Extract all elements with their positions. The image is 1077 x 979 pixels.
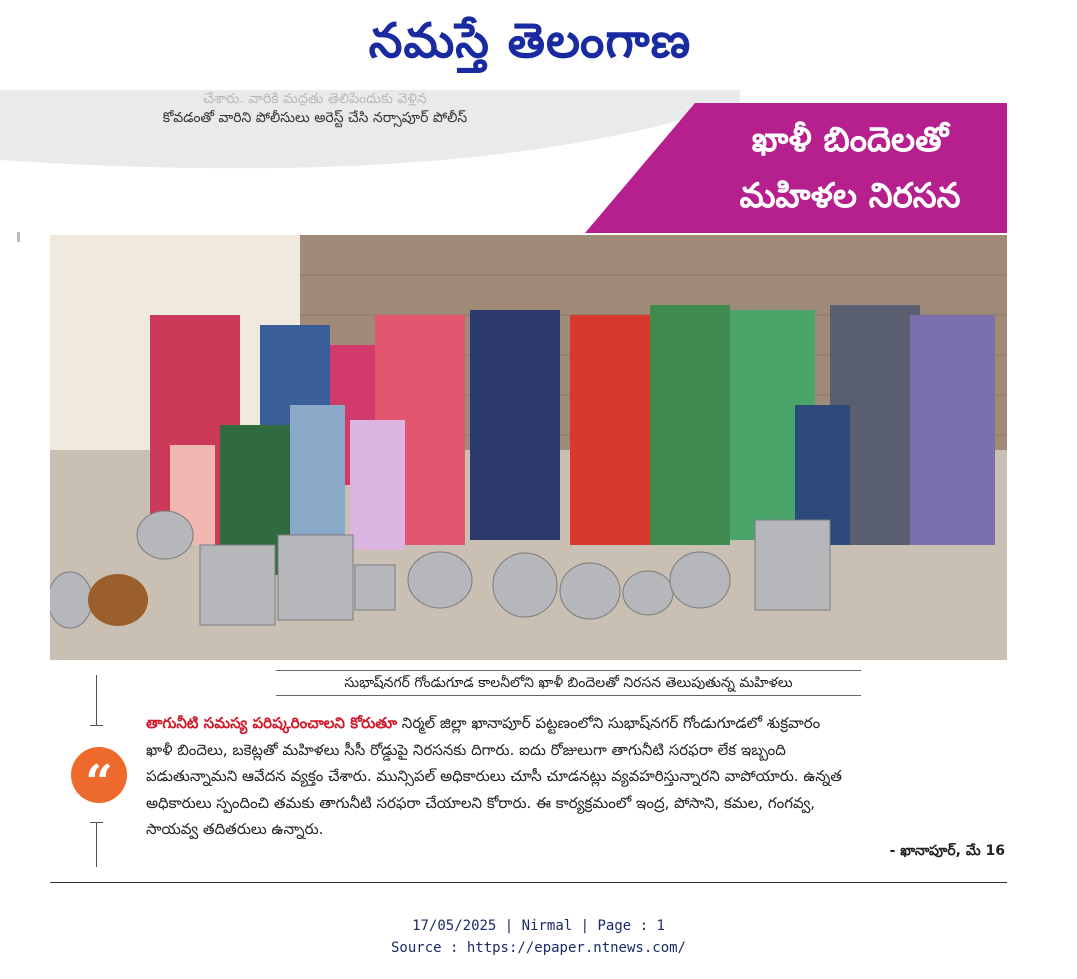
snippet-line-1: చేశారు. వారికి మద్దతు తెలిపేందుకు వెళ్లిన (203, 92, 427, 106)
news-photo (50, 235, 1007, 660)
quote-rule-bottom (96, 822, 97, 867)
article-snippet (85, 92, 545, 130)
dateline: - ఖానాపూర్, మే 16 (889, 843, 1005, 859)
headline-line-1: ఖాళీ బిందెలతో (751, 120, 949, 160)
headline (700, 112, 1000, 224)
footer-meta: 17/05/2025 | Nirmal | Page : 1 (412, 918, 665, 934)
snippet-line-2: కోవడంతో వారిని పోలీసులు అరెస్ట్ చేసి నర్సాపూర్ పోలీస్ (162, 110, 468, 126)
quote-rule-top-tick (90, 725, 103, 726)
article-body (146, 710, 1006, 843)
article-line-3: పడుతున్నామని ఆవేదన వ్యక్తం చేశారు. మున్సిపల్ అధికారులు చూసీ చూడనట్లు వ్యవహరిస్తున్నారని వాపోయారు. ఉన్నత (146, 767, 842, 785)
footer-source: Source : https://epaper.ntnews.com/ (390, 940, 686, 956)
photo-caption: సుభాష్‌నగర్ గోండుగూడ కాలనీలోని ఖాళీ బిందెలతో నిరసన తెలుపుతున్న మహిళలు (276, 670, 861, 696)
article-line-1-text: నిర్మల్ జిల్లా ఖానాపూర్ పట్టణంలోని సుభాష్‌నగర్ గోండుగూడలో శుక్రవారం (396, 714, 821, 732)
article-line-1 (146, 710, 1006, 737)
article-lead: తాగునీటి సమస్య పరిష్కరించాలని కోరుతూ (146, 714, 397, 732)
masthead-title: నమస్తే తెలంగాణ (368, 13, 692, 69)
headline-line-2: మహిళల నిరసన (739, 176, 961, 216)
quote-icon: “ (71, 747, 127, 803)
crop-mark (17, 232, 20, 242)
quote-rule-top (96, 675, 97, 725)
bottom-rule (50, 882, 1007, 883)
article-line-4: అధికారులు స్పందించి తమకు తాగునీటి సరఫరా చేయాలని కోరారు. ఈ కార్యక్రమంలో ఇంద్ర, పోసాని, కమల, గంగవ్వ, (146, 793, 816, 812)
article-line-5: సాయవ్వ తదితరులు ఉన్నారు. (146, 820, 324, 838)
article-line-2: ఖాళీ బిందెలు, బకెట్లతో మహిళలు సీసీ రోడ్డుపై నిరసనకు దిగారు. ఐదు రోజులుగా తాగునీటి సరఫరా లేక ఇబ్బంది (146, 740, 786, 759)
